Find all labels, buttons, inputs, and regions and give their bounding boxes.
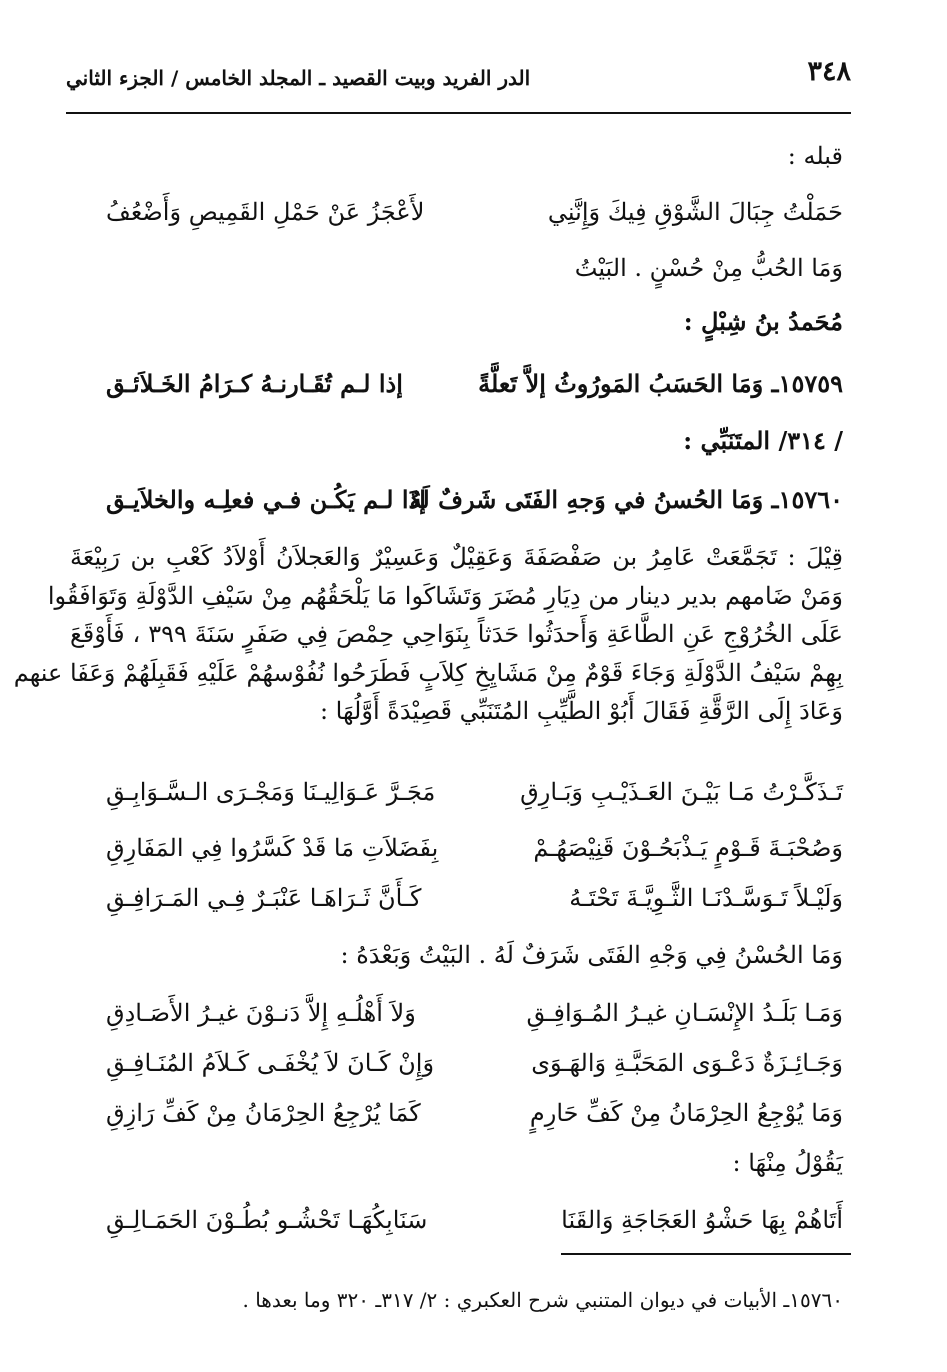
running-title: الدر الفريد وبيت القصيد ـ المجلد الخامس / الجزء الثاني (66, 66, 531, 90)
hemistich-2: وَلاَ أَهْلُـهِ إِلاَّ دَنـوْنَ غيـرُ الأَصَـادِقِ (106, 999, 416, 1027)
hemistich-1: وَجَـائِـزَةٌ دَعْـوَى المَحَبَّـةِ وَالهَـوَى (531, 1049, 843, 1077)
verse-a-hemistich-1: حَمَلْتُ جِبَالَ الشَّوْقِ فِيكَ وَإِنَّنِي (547, 198, 843, 226)
hemistich-1: وَصُحْبَـةَ قَـوْمٍ يَـذْبَحُـوْنَ قَنِيْصَهُـمْ (533, 834, 843, 862)
prose-line: عَلَى الخُرُوْجِ عَنِ الطَّاعَةِ وَأَحدَثُوا حَدَثاً بِنَوَاحِي حِمْصَ فِي صَفَرٍ سَنَةَ ٣٩٩ ، فَأَوْقَعَ (70, 620, 843, 648)
hemistich-1: وَمَا يُوْجِعُ الحِرْمَانُ مِنْ كَفِّ حَارِمٍ (529, 1099, 843, 1127)
hemistich-2: كَـأَنَّ ثَـرَاهَـا عَنْبَـرٌ فِـي المَـرَافِـقِ (106, 884, 422, 912)
prose-line: وَعَادَ إِلَى الرَّقَّةِ فَقَالَ أَبُوْ الطَّيِّبِ المُتَنَبِّي قَصِيْدَةً أَوَّلُهَا : (319, 697, 843, 725)
hemistich-2: مَجَـرَّ عَـوَالِيـنَا وَمَجْـرَى الـسَّـوَابِـقِ (106, 778, 436, 806)
qasida-verse (106, 877, 843, 919)
verse-a (106, 191, 843, 233)
poet-heading-1: مُحَمدُ بنُ شِبْلٍ : (683, 307, 843, 336)
bridge-line: وَمَا الحُسْنُ فِي وَجْهِ الفَتَى شَرَفٌ لَهُ . البَيْتُ وَبَعْدَهُ : (340, 941, 843, 969)
hemistich-2: وَإِنْ كَـانَ لاَ يُخْفَـى كَـلاَمُ المُنَـافِـقِ (106, 1049, 435, 1077)
yaqul-line: يَقُوْلُ مِنْهَا : (732, 1149, 843, 1177)
verse-15759 (106, 363, 843, 405)
prose-line: وَمَنْ ضَامهم بدير دينار من دِيَارِ مُضَرَ وَتَشَاكَوا مَا يَلْحَقُهُم مِنْ سَيْفِ الدَّوْلَةِ وَتَوَافَقُوا (47, 582, 843, 610)
hemistich-1: أَتَاهُمْ بِهَا حَشْوُ العَجَاجَةِ وَالقَنَا (561, 1206, 843, 1234)
verse-15760-hemistich-1: ١٥٧٦٠ـ وَمَا الحُسنُ في وَجهِ الفَتَى شَرفٌ لَهُ (409, 485, 843, 514)
verse-15760 (106, 479, 843, 521)
prose-line: بِهِمْ سَيْفُ الدَّوْلَةِ وَجَاءَ قَوْمٌ مِنْ مَشَايِخِ كِلاَبٍ فَطَرَحُوا نُفُوْسهُمْ عَلَيْهِ فَقَبِلَهُمْ وَعَفَا عنهم (13, 659, 843, 687)
hemistich-2: سَنَابِكُهَـا تَحْشُـو بُطُـوْنَ الحَمَـالِـقِ (106, 1206, 428, 1234)
hemistich-2: بِفَضَلاَتِ مَا قَدْ كَسَّرُوا فِي المَفَارِقِ (106, 834, 439, 862)
verse-a-note: وَمَا الحُبُّ مِنْ حُسْنٍ . البَيْتُ (574, 254, 843, 282)
verse-15759-hemistich-1: ١٥٧٥٩ـ وَمَا الحَسَبُ المَورُوثُ إلاَّ تَعلَّةً (478, 369, 843, 398)
qasida-verse (106, 1042, 843, 1084)
intro-label: قبله : (787, 142, 843, 170)
footnote-rule (561, 1253, 851, 1255)
verse-15760-hemistich-2: إذَا لـم يَكُـن فـي فعلِـه والخلاَيـق (106, 485, 426, 514)
page-header (66, 56, 851, 100)
hemistich-2: كَمَا يُرْجِعُ الحِرْمَانُ مِنْ كَفِّ رَازِقِ (106, 1099, 421, 1127)
hemistich-1: وَلَيْـلاً تَـوَسَّـدْنَـا الثَّـوِيَّـةَ تَحْتَـهُ (569, 884, 843, 912)
footnote: ١٥٧٦٠ـ الأبيات في ديوان المتنبي شرح العكبري : ٢/ ٣١٧ـ ٣٢٠ وما بعدها . (242, 1288, 843, 1312)
qasida-verse (106, 992, 843, 1034)
qasida-verse (106, 1199, 843, 1241)
prose-line: قِيْلَ : تَجَمَّعَتْ عَامِرُ بن صَفْصَفَةَ وَعَقِيْلٌ وَعَسِيْرٌ وَالعَجلاَنُ أَوْلاَدُ كَعْبِ بن رَبِيْعَةَ (70, 543, 843, 571)
poet-heading-2: / ٣١٤/ المتَنَبِّي : (683, 426, 843, 455)
qasida-verse (106, 771, 843, 813)
verse-15759-hemistich-2: إذا لـم تُقَـارنـهُ كـرَامُ الخَـلاَئـق (106, 369, 403, 398)
qasida-verse (106, 1092, 843, 1134)
hemistich-1: وَمَـا بَلَـدُ الإِنْسَـانِ غيـرُ المُـوَافِـقِ (526, 999, 843, 1027)
hemistich-1: تَـذَكَّـرْتُ مَـا بَيْـنَ العَـذَيْـبِ وَبَـارِقِ (520, 778, 843, 806)
qasida-verse (106, 827, 843, 869)
header-rule (66, 112, 851, 114)
verse-a-hemistich-2: لأَعْجَزُ عَنْ حَمْلِ القَمِيصِ وَأَضْعُفُ (106, 198, 425, 226)
page-number: ٣٤٨ (807, 56, 851, 87)
